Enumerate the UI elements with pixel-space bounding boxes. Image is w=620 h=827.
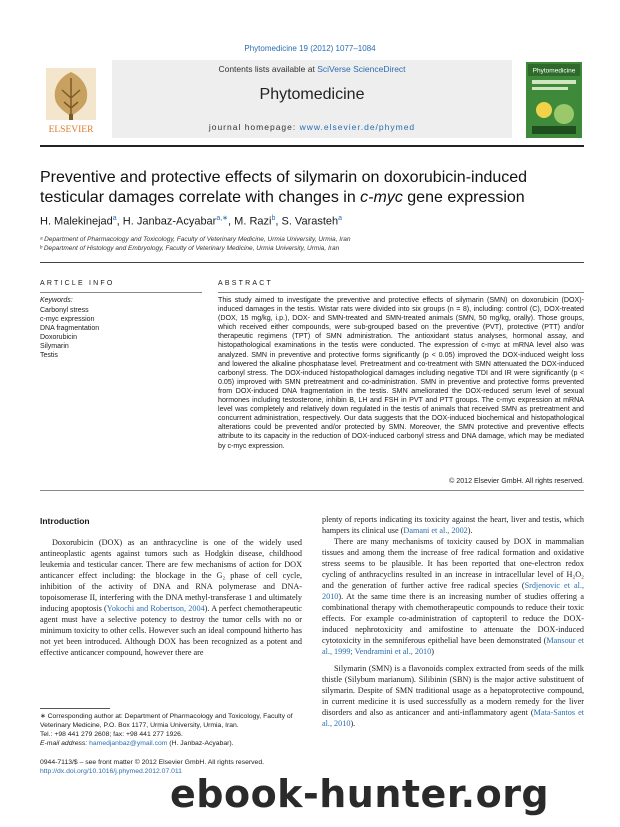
paragraph-text: plenty of reports indicating its toxicity against the heart, liver and testis, which hampers its clinical use ( <box>322 515 584 535</box>
paragraph-text: ). <box>467 526 473 535</box>
author-affiliation-mark[interactable]: b <box>271 215 276 222</box>
affiliation-a: ᵃ Department of Pharmacology and Toxicology, Faculty of Veterinary Medicine, Urmia University, Urmia, Iran <box>40 236 351 243</box>
title-gene: c-myc <box>360 189 403 206</box>
homepage-prefix: journal homepage: <box>208 122 300 132</box>
contact-phone: Tel.: +98 441 279 2608; fax: +98 441 277 1926. <box>40 731 183 738</box>
keyword: Doxorubicin <box>40 334 77 341</box>
citation-link[interactable]: Yokochi and Robertson, 2004 <box>106 604 205 613</box>
paragraph-text: ) <box>431 647 434 656</box>
email-link[interactable]: hamedjanbaz@ymail.com <box>89 740 168 747</box>
copyright-notice: © 2012 Elsevier GmbH. All rights reserved. <box>449 477 584 485</box>
paragraph <box>322 514 584 536</box>
homepage-link[interactable]: www.elsevier.de/phymed <box>299 122 416 132</box>
paragraph-text: ). <box>350 719 356 728</box>
citation-link[interactable]: Mata-Santos et al., 2010 <box>322 708 585 728</box>
corresponding-author: ∗ Corresponding author at: Department of Pharmacology and Toxicology, Faculty of Veterinary Medicine, P.O. Box 1177, Urmia University, Urmia, Iran. <box>40 713 293 729</box>
journal-homepage <box>112 122 512 132</box>
author-name: M. Razi <box>234 215 272 228</box>
elsevier-logo <box>40 66 102 136</box>
contents-line <box>112 64 512 74</box>
paragraph <box>322 536 584 657</box>
doi-link[interactable]: http://dx.doi.org/10.1016/j.phymed.2012.07.011 <box>40 768 182 775</box>
keywords-label: Keywords: <box>40 297 73 304</box>
elsevier-logo-text: ELSEVIER <box>48 125 94 135</box>
author-name: H. Malekinejad <box>40 215 113 228</box>
body-column-right <box>322 514 584 729</box>
abstract-heading: ABSTRACT <box>218 280 273 287</box>
cover-title: Phytomedicine <box>532 67 576 75</box>
author-list: H. Malekinejad$^a$, H. Janbaz-Acyabar$^{a,∗}$, M. Razi$^b$, S. Varasteh$^a$ <box>40 215 343 228</box>
watermark: ebook-hunter.org <box>170 772 550 816</box>
footnote-divider <box>40 708 110 709</box>
paragraph-text: Doxorubicin (DOX) as an anthracycline is one of the widely used antineoplastic agents against tumors such as Hodgkin disease, childhood leukemia and testicular cancer. There are few mechanisms of action for DOX anticancer effect including: the blockage in the G₂ phase of cell cycle, inhibition of the activity of DNA and RNA polymerase and DNA-topoisomerase II, interfering with the DNA methyl-transferase 1 and ultimately inducing apoptosis ( <box>40 538 302 613</box>
author-affiliation-mark[interactable]: a,∗ <box>216 215 229 222</box>
paragraph-text: ). A perfect chemotherapeutic agent must have a selective potency to destroy the tumor cells with no or minimum toxicity to other cells. However such an ideal compound hitherto has not yet been introduced. Although DOX has been recognized as a potent and effective anticancer compound, however there are <box>40 604 303 657</box>
affiliation-divider <box>40 262 584 263</box>
header-divider <box>40 145 584 147</box>
email-line <box>40 739 302 748</box>
email-label: E-mail address: <box>40 740 90 747</box>
paragraph-text: Silymarin (SMN) is a flavonoids complex extracted from seeds of the milk thistle (Silybum marianum). Silibinin (SBN) is the major active substituent of silymarin. Despite of SMN traditional usage as a hepatoprotective compound, in current medicine it is used successfully as a modern remedy for the liver disorders and also as anticancer and anti-inflammatory agent ( <box>322 664 584 717</box>
author-affiliation-mark[interactable]: a <box>112 215 117 222</box>
paragraph <box>322 663 584 729</box>
email-owner: (H. Janbaz-Acyabar). <box>167 740 234 747</box>
keyword: c-myc expression <box>40 316 95 323</box>
title-part-1: Preventive and protective effects of silymarin on doxorubicin-induced testicular damages correlate with changes in <box>40 169 528 206</box>
journal-name: Phytomedicine <box>259 86 365 103</box>
citation-link[interactable]: Mansour et al., 1999; Vendramini et al., 2010 <box>322 636 584 656</box>
journal-cover-image <box>526 62 582 138</box>
contents-prefix: Contents lists available at <box>218 64 318 74</box>
keyword: Testis <box>40 352 58 359</box>
sciencedirect-link[interactable]: SciVerse ScienceDirect <box>317 64 406 74</box>
author-name: H. Janbaz-Acyabar <box>122 215 217 228</box>
article-info-heading: ARTICLE INFO <box>40 280 115 287</box>
paragraph <box>40 537 302 658</box>
corresponding-author-footnote <box>40 712 302 748</box>
abstract-end-divider <box>40 490 584 491</box>
keywords-list <box>40 306 99 360</box>
keyword: DNA fragmentation <box>40 325 100 332</box>
article-info-divider <box>40 292 202 293</box>
paragraph-text: ). At the same time there is an increasing number of studies offering a combinational therapy with chemotherapeutic compounds to reduce their toxic effects. For example co-administration of captopteril to reduce the DOX-induced nephrotoxicity and amifostine to attenuate the DOX-induced cytotoxicity in the semniferous epithelial have been demonstrated ( <box>322 592 584 645</box>
title-part-2: gene expression <box>402 189 525 206</box>
author-name: S. Varasteh <box>281 215 339 228</box>
journal-reference[interactable]: Phytomedicine 19 (2012) 1077–1084 <box>244 44 376 53</box>
keyword: Silymarin <box>40 343 69 350</box>
paragraph-text: There are many mechanisms of toxicity caused by DOX in mammalian tissues and among them the increase of free radical formation and oxidative stress seems to be plausible. It has been reported that one-electron redox cycling of anthracyclins resulted in an increase in intracellular level of H₂O₂ and the generation of further active free radical species ( <box>322 537 584 590</box>
citation-link[interactable]: Srdjenovic et al., 2010 <box>322 581 584 601</box>
keyword: Carbonyl stress <box>40 307 89 314</box>
citation-link[interactable]: Damani et al., 2002 <box>403 526 468 535</box>
article-title <box>40 168 584 208</box>
abstract-text: This study aimed to investigate the preventive and protective effects of silymarin (SMN) on doxorubicin (DOX)-induced damages in the testis. Wistar rats were divided into six groups (n = 8), including: control (C), DOX-treated (DOX, 15 mg/kg, i.p.), DOX- and SMN-treated and SMN-treated animals (SMN, 50 mg/kg, orally). Those groups, which received either compounds, were sub-grouped based on the preventive (PVT), protective (PTT) and/or therapeutic regimens (TPT) of SMN administration. The antioxidant status analyses, hormonal assay, and histopathological examinations in the testis were conducted. The expression of c-myc at mRNA level also was analyzed. SMN in preventive and protective forms significantly (p < 0.05) improved the DOX-induced weight loss and lowered the alkaline phosphatase level. Pretreatment and co-treatment with SMN attenuated the DOX-induced carbonyl stress. The DOX-induced histopathological damages including negative TDI and IR were significantly (p < 0.05) improved with SMN pretreatment and co-administration. SMN in preventive and protective forms prevented from DOX-induced DNA fragmentation in the testis. SMN ameliorated the DOX-reduced serum level of sexual hormones including testosterone, inhibin B, LH and FSH in PVT and PTT groups. The c-myc expression at mRNA level was completely and relatively down regulated in the testis of animals that received SMN as pretreatment and concurrent administration, respectively. Our data suggests that the DOX-induced biochemical and histopathological alterations could be prevented and/or protected by SMN. Moreover, the SMN protective and preventive effects attribute to its capacity in the reduction of DOX-induced carbonyl stress and DNA damage, which may be mediated by c-myc expression. <box>218 296 584 450</box>
introduction-heading: Introduction <box>40 516 90 526</box>
abstract-divider <box>218 292 584 293</box>
author-affiliation-mark[interactable]: a <box>338 215 343 222</box>
issn-line: 0944-7113/$ – see front matter © 2012 Elsevier GmbH. All rights reserved. <box>40 759 265 766</box>
affiliation-b: ᵇ Department of Histology and Embryology, Faculty of Veterinary Medicine, Urmia University, Urmia, Iran <box>40 245 340 252</box>
body-column-left <box>40 537 302 658</box>
